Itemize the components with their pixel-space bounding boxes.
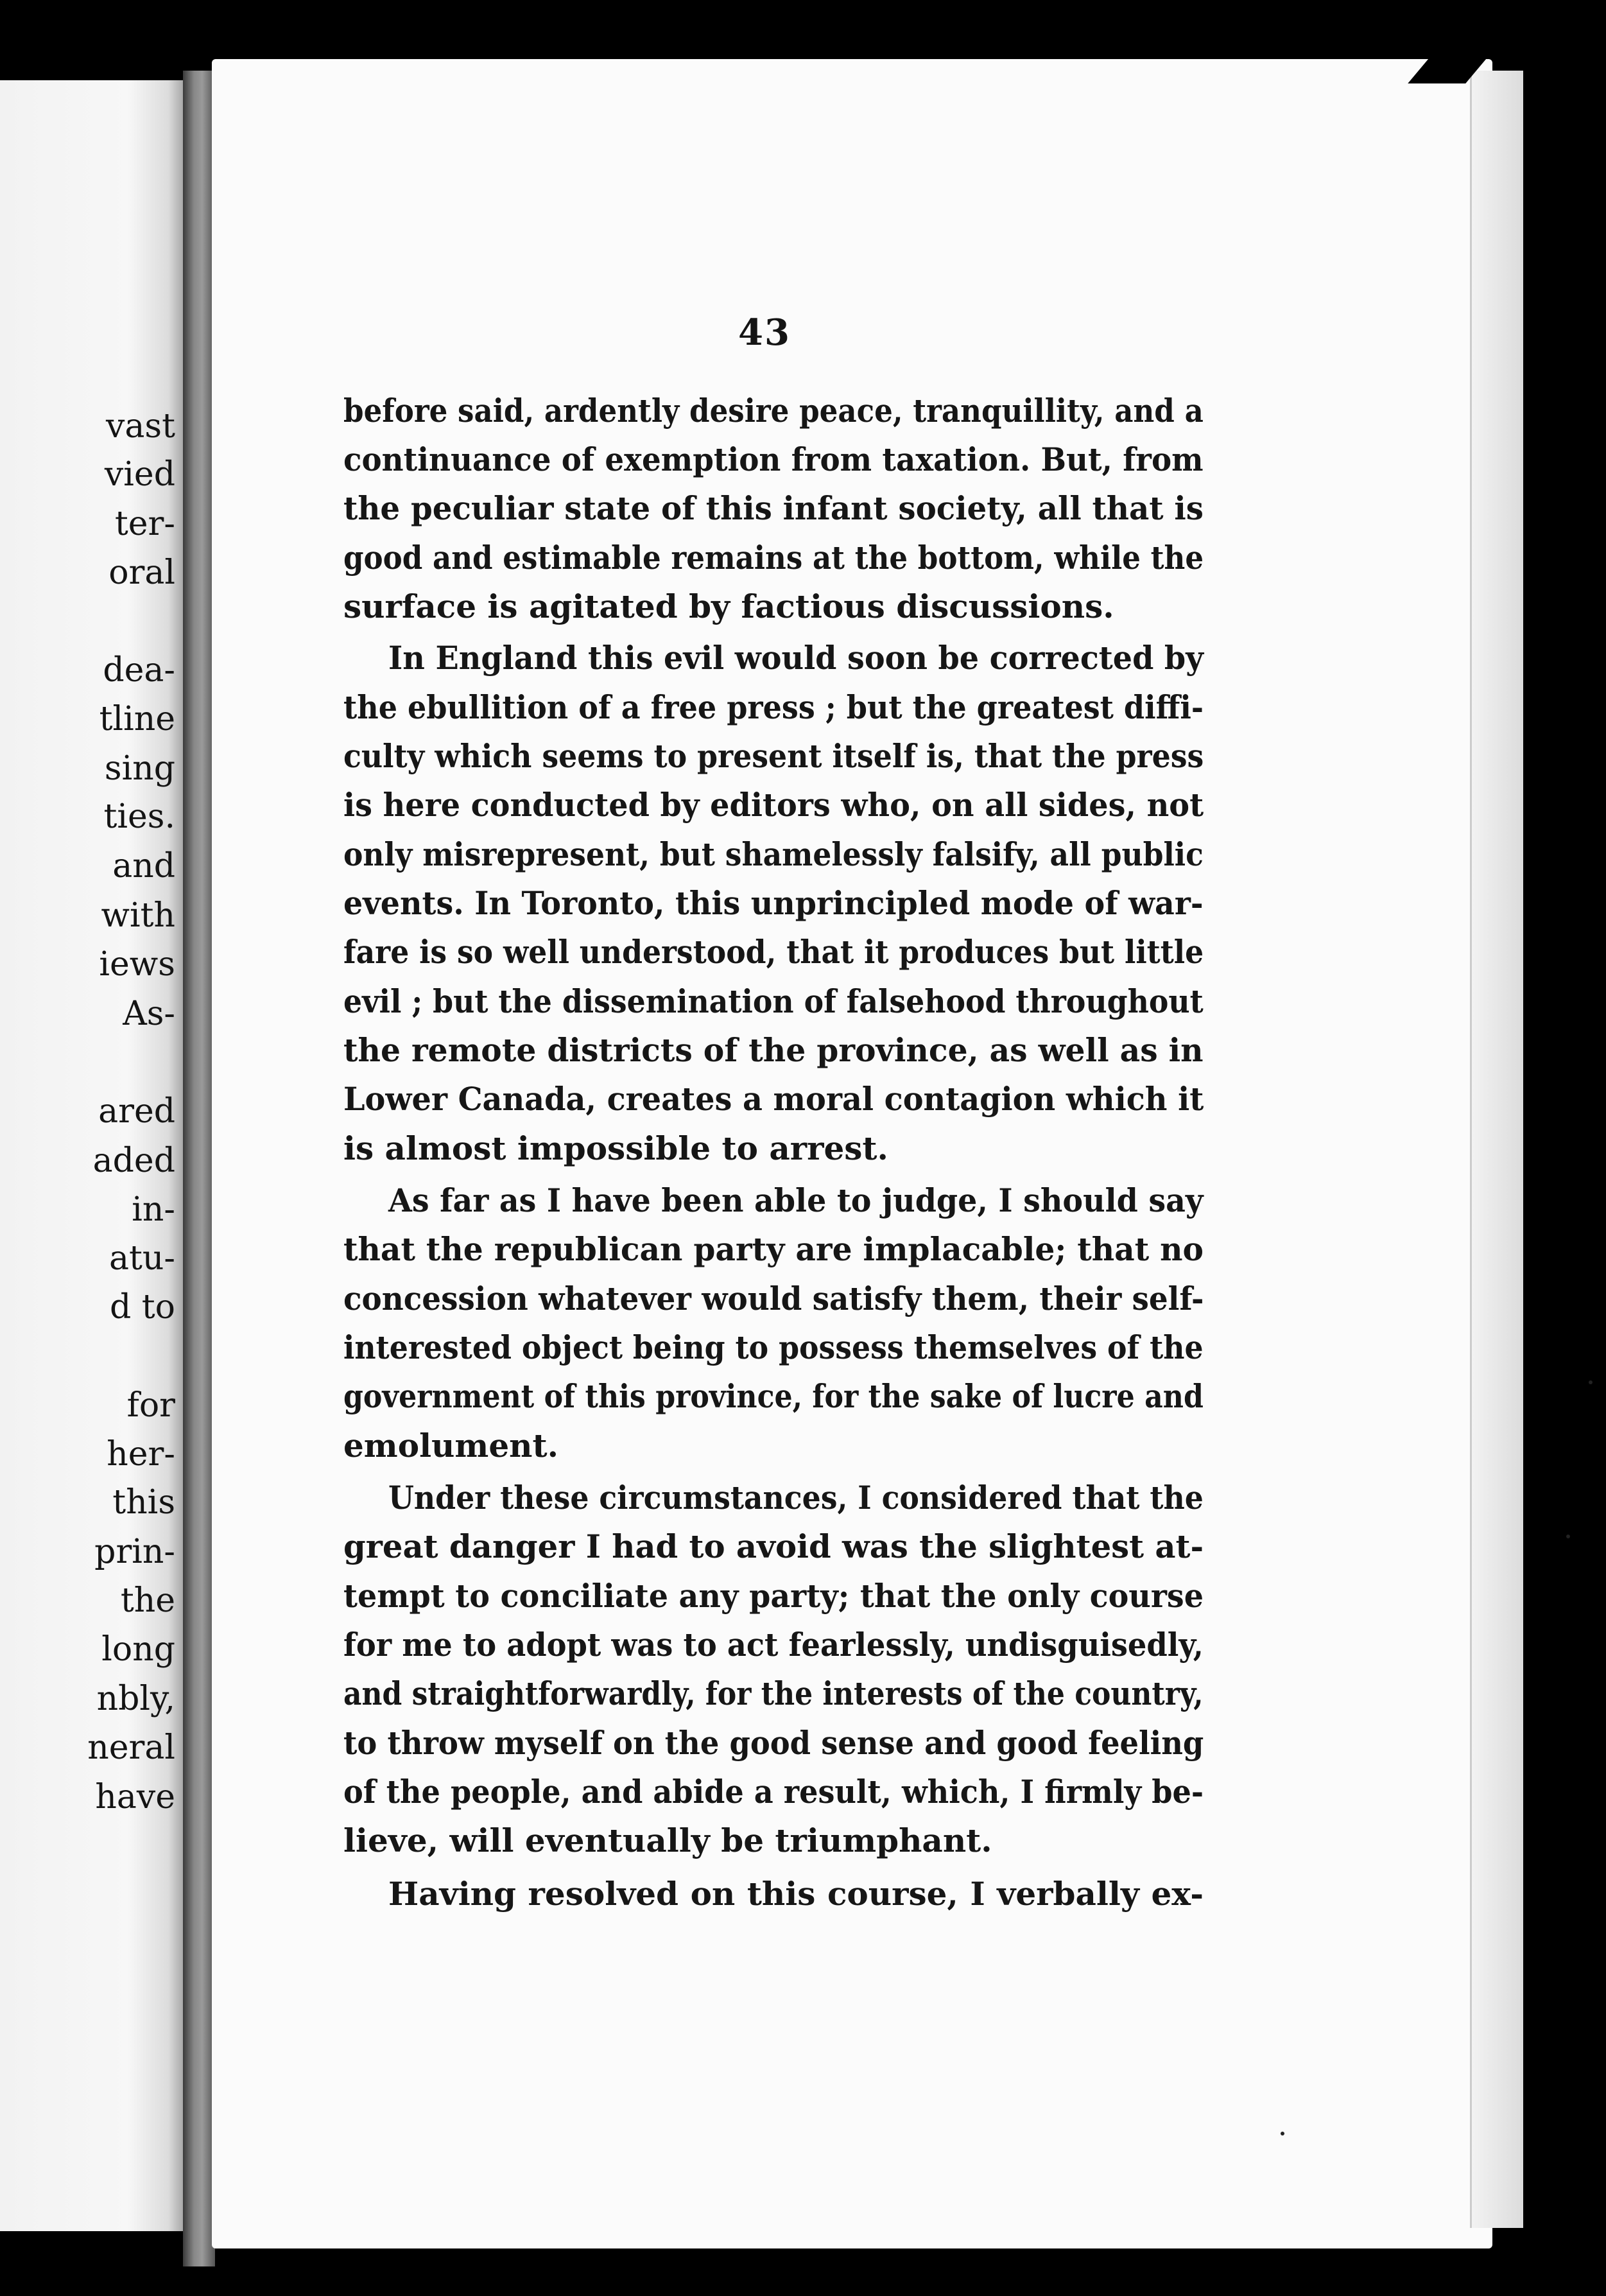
text-line: continuance of exemption from taxation. But, from	[343, 440, 1204, 478]
text-line: and straightforwardly, for the interests of the country,	[343, 1674, 1204, 1712]
facing-page-fragment: sing	[104, 749, 175, 788]
text-line: is here conducted by editors who, on all sides, not	[343, 786, 1204, 824]
text-line: events. In Toronto, this unprincipled mode of war-	[343, 884, 1204, 922]
text-line: of the people, and abide a result, which, I firmly be-	[343, 1773, 1204, 1811]
text-line: concession whatever would satisfy them, their self-	[343, 1280, 1204, 1318]
facing-page-fragment: have	[95, 1778, 175, 1816]
text-line: good and estimable remains at the bottom, while the	[343, 539, 1204, 577]
page-edge	[1470, 71, 1523, 2228]
text-line: culty which seems to present itself is, that the press	[343, 737, 1204, 775]
text-line: the remote districts of the province, as well as in	[343, 1031, 1204, 1069]
facing-page-fragment: iews	[99, 945, 175, 984]
text-line: In England this evil would soon be corrected by	[388, 639, 1204, 677]
text-line: the ebullition of a free press ; but the greatest diffi-	[343, 688, 1204, 726]
facing-page-fragment: d to	[109, 1288, 175, 1326]
facing-page-fragment: prin-	[94, 1533, 175, 1571]
facing-page-fragment: with	[101, 896, 175, 935]
facing-page-fragment: her-	[107, 1435, 175, 1474]
text-line: great danger I had to avoid was the slightest at-	[343, 1527, 1204, 1565]
ink-speck	[1589, 1380, 1593, 1384]
facing-page-fragment: vast	[106, 407, 175, 446]
facing-page-fragment: nbly,	[96, 1680, 175, 1718]
text-line: emolument.	[343, 1427, 558, 1465]
facing-page-fragment: ter-	[114, 505, 175, 543]
facing-page-fragment: oral	[108, 553, 175, 592]
facing-page-fragment: ties.	[103, 797, 175, 836]
text-line: is almost impossible to arrest.	[343, 1129, 888, 1167]
facing-page-fragment: neral	[87, 1728, 175, 1767]
text-line: Under these circumstances, I considered that the	[388, 1479, 1204, 1517]
page-number: 43	[738, 311, 791, 354]
facing-page-fragment: dea-	[103, 651, 175, 690]
facing-page-fragment: this	[112, 1483, 175, 1522]
facing-page-fragment: the	[120, 1581, 175, 1620]
text-line: tempt to conciliate any party; that the only course	[343, 1577, 1204, 1615]
text-line: lieve, will eventually be triumphant.	[343, 1822, 992, 1859]
facing-page-fragment: tline	[99, 700, 175, 738]
facing-page-fragment: aded	[92, 1142, 175, 1180]
text-line: evil ; but the dissemination of falsehood throughout	[343, 982, 1204, 1020]
facing-page-fragment: for	[126, 1386, 175, 1425]
facing-page-fragment: atu-	[109, 1239, 175, 1278]
facing-page-fragment: ared	[98, 1092, 175, 1131]
facing-page-fragment: As-	[123, 995, 175, 1033]
text-line: interested object being to possess themselves of the	[343, 1328, 1204, 1366]
text-line: As far as I have been able to judge, I should say	[388, 1181, 1204, 1219]
facing-page-fragment: vied	[104, 455, 175, 494]
text-line: for me to adopt was to act fearlessly, undisguisedly,	[343, 1626, 1204, 1664]
text-line: to throw myself on the good sense and good feeling	[343, 1724, 1204, 1762]
text-line: surface is agitated by factious discussions.	[343, 587, 1114, 625]
facing-page	[0, 80, 183, 2231]
text-line: the peculiar state of this infant society, all that is	[343, 489, 1204, 527]
text-line: Lower Canada, creates a moral contagion which it	[343, 1080, 1204, 1118]
ink-speck	[1281, 2132, 1284, 2135]
text-line: government of this province, for the sake of lucre and	[343, 1377, 1204, 1415]
text-line: before said, ardently desire peace, tranquillity, and a	[343, 392, 1204, 430]
ink-speck	[1566, 1535, 1570, 1538]
text-line: only misrepresent, but shamelessly falsify, all public	[343, 835, 1204, 873]
text-line: Having resolved on this course, I verbally ex-	[388, 1875, 1204, 1913]
facing-page-fragment: in-	[132, 1190, 175, 1229]
facing-page-fragment: long	[101, 1630, 175, 1669]
facing-page-fragment: and	[112, 847, 175, 885]
book-gutter	[183, 71, 215, 2266]
text-line: fare is so well understood, that it produces but little	[343, 933, 1204, 971]
text-line: that the republican party are implacable; that no	[343, 1230, 1204, 1268]
